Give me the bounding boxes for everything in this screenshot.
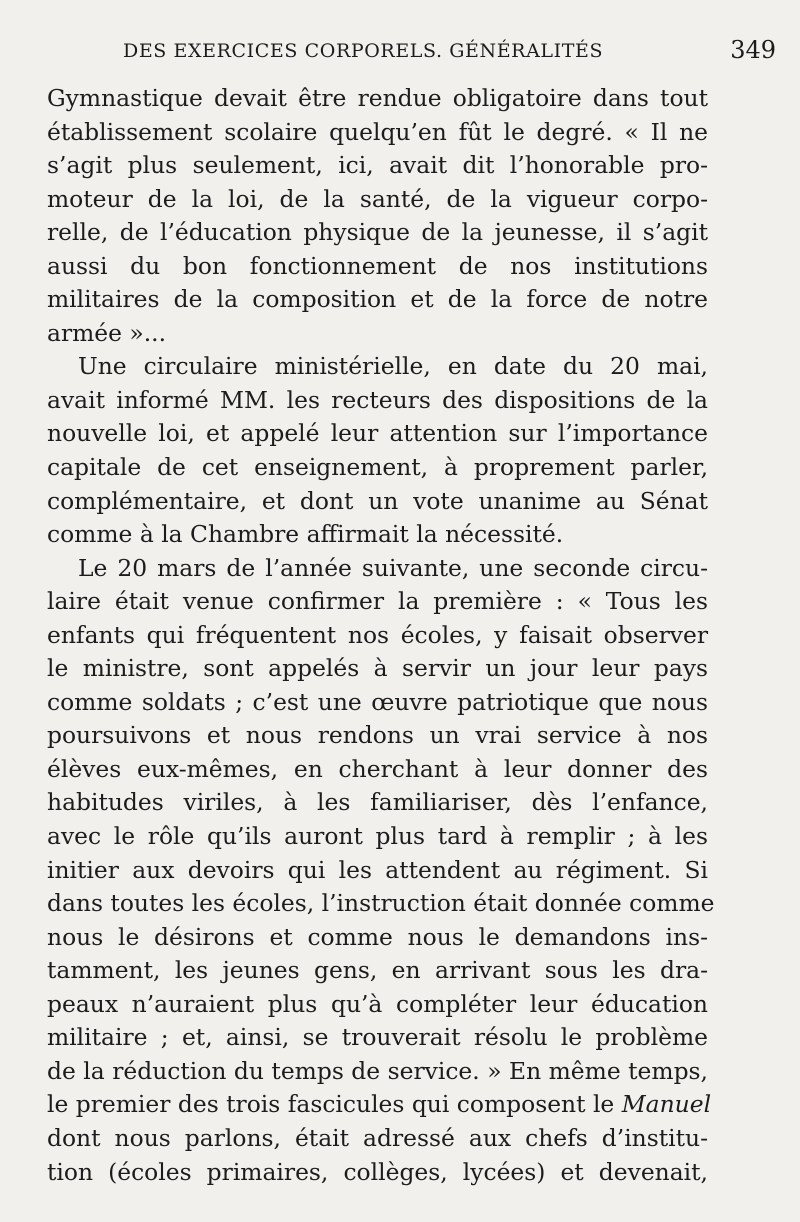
text-line: nous le désirons et comme nous le demandons ins- (47, 922, 708, 951)
text-line: initier aux devoirs qui les attendent au régiment. Si (47, 855, 708, 884)
text-line: tion (écoles primaires, collèges, lycées) et devenait, (47, 1157, 708, 1186)
text-line: avait informé MM. les recteurs des dispositions de la (47, 385, 708, 414)
body-text (47, 82, 715, 1189)
text-line: Le 20 mars de l’année suivante, une seconde circu- (78, 553, 708, 582)
text-line: militaires de la composition et de la force de notre (47, 285, 708, 314)
text-line: de la réduction du temps de service. » En même temps, (47, 1056, 708, 1085)
text-line: aussi du bon fonctionnement de nos institutions (47, 251, 708, 280)
text-line: comme à la Chambre affirmait la nécessité. (47, 520, 564, 549)
text-line: relle, de l’éducation physique de la jeunesse, il s’agit (47, 218, 708, 247)
paragraph (47, 82, 708, 350)
text-line: établissement scolaire quelqu’en fût le degré. « Il ne (47, 117, 708, 146)
running-title: DES EXERCICES CORPORELS. GÉNÉRALITÉS (123, 40, 604, 62)
text-line: enfants qui fréquentent nos écoles, y faisait observer (47, 620, 708, 649)
text-line: tamment, les jeunes gens, en arrivant sous les dra- (47, 956, 708, 985)
text-run: le premier des trois fascicules qui composent le (47, 1090, 622, 1119)
text-line: armée »... (47, 318, 167, 347)
paragraph (47, 350, 708, 551)
text-line: comme soldats ; c’est une œuvre patriotique que nous (47, 687, 708, 716)
text-line: peaux n’auraient plus qu’à compléter leur éducation (47, 989, 708, 1018)
text-line: dont nous parlons, était adressé aux chefs d’institu- (47, 1123, 708, 1152)
text-line: s’agit plus seulement, ici, avait dit l’honorable pro- (47, 151, 708, 180)
text-line: laire était venue confirmer la première : « Tous les (47, 587, 708, 616)
text-line: militaire ; et, ainsi, se trouverait résolu le problème (47, 1023, 708, 1052)
page-number: 349 (730, 36, 776, 64)
text-line: élèves eux-mêmes, en cherchant à leur donner des (47, 754, 708, 783)
text-line: poursuivons et nous rendons un vrai service à nos (47, 721, 708, 750)
text-line: Une circulaire ministérielle, en date du 20 mai, (78, 352, 708, 381)
italic-title: Manuel (621, 1090, 712, 1119)
text-line: avec le rôle qu’ils auront plus tard à remplir ; à les (47, 822, 708, 851)
text-line: Gymnastique devait être rendue obligatoire dans tout (47, 84, 708, 112)
text-line: dans toutes les écoles, l’instruction était donnée comme (47, 889, 715, 918)
text-line: nouvelle loi, et appelé leur attention sur l’importance (47, 419, 708, 448)
text-line: moteur de la loi, de la santé, de la vigueur corpo- (47, 184, 708, 213)
text-line: capitale de cet enseignement, à proprement parler, (47, 453, 708, 482)
running-head (47, 36, 776, 82)
text-line: habitudes viriles, à les familiariser, dès l’enfance, (47, 788, 708, 817)
text-line-with-italic (47, 1088, 712, 1122)
paragraph (47, 552, 715, 1189)
text-line: le ministre, sont appelés à servir un jour leur pays (47, 654, 708, 683)
text-line: complémentaire, et dont un vote unanime au Sénat (47, 486, 708, 515)
